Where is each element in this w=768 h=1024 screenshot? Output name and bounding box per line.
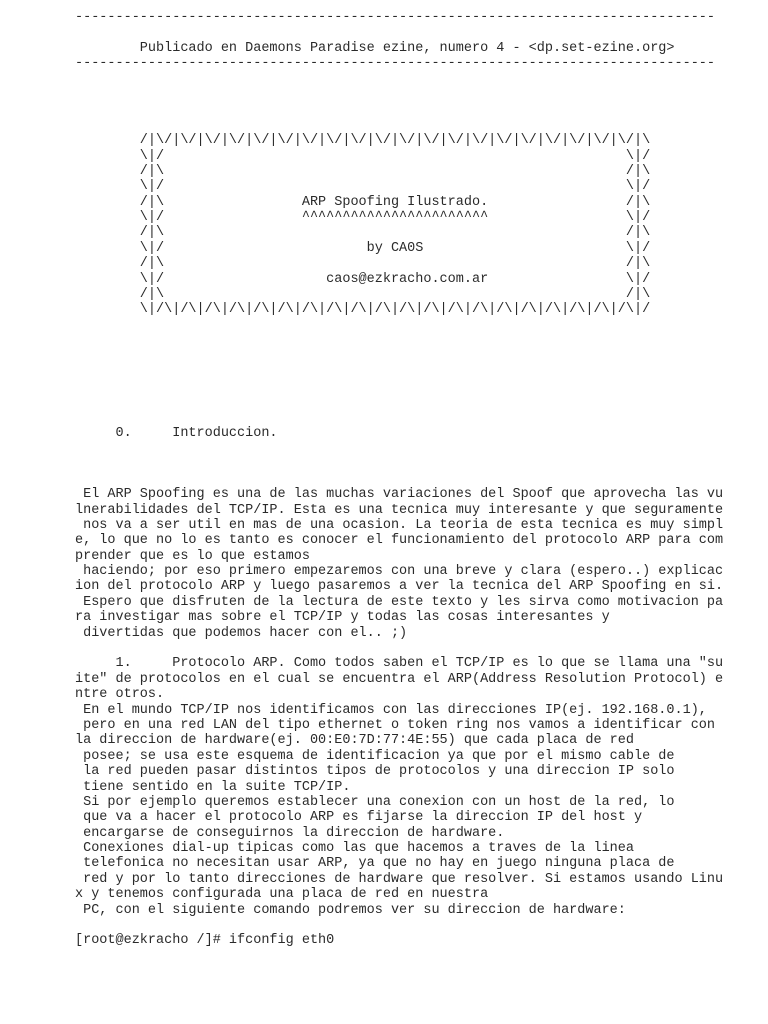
document-line: PC, con el siguiente comando podremos ver su direccion de hardware: — [75, 902, 626, 918]
document-line: Si por ejemplo queremos establecer una conexion con un host de la red, lo — [75, 794, 675, 810]
document-line — [75, 349, 723, 364]
document-line — [75, 333, 723, 348]
document-line: El ARP Spoofing es una de las muchas variaciones del Spoof que aprovecha las vu — [75, 487, 724, 503]
document-line — [75, 456, 723, 471]
document-line — [75, 25, 723, 40]
document-line — [75, 641, 723, 656]
document-line: tiene sentido en la suite TCP/IP. — [75, 779, 351, 795]
document-line: red y por lo tanto direcciones de hardware que resolver. Si estamos usando Linu — [75, 871, 724, 887]
document-line: \|/ caos@ezkracho.com.ar \|/ — [75, 271, 651, 287]
document-line: Publicado en Daemons Paradise ezine, numero 4 - <dp.set-ezine.org> — [75, 40, 675, 56]
document-line: En el mundo TCP/IP nos identificamos con las direcciones IP(ej. 192.168.0.1), — [75, 702, 707, 718]
document-line: ion del protocolo ARP y luego pasaremos a ver la tecnica del ARP Spoofing en si. — [75, 579, 724, 595]
document-line: la direccion de hardware(ej. 00:E0:7D:77:4E:55) que cada placa de red — [75, 733, 634, 749]
document-line — [75, 395, 723, 410]
document-line: \|/ \|/ — [75, 179, 651, 195]
document-line: divertidas que podemos hacer con el.. ;) — [75, 625, 408, 641]
document-line: \|/ by CA0S \|/ — [75, 240, 651, 256]
document-line: Espero que disfruten de la lectura de este texto y les sirva como motivacion pa — [75, 594, 724, 610]
document-line: /|\ /|\ — [75, 163, 651, 179]
document-line: /|\ /|\ — [75, 225, 651, 241]
document-line: telefonica no necesitan usar ARP, ya que no hay en juego ninguna placa de — [75, 856, 675, 872]
document-line — [75, 118, 723, 133]
document-line: \|/ \|/ — [75, 148, 651, 164]
document-line: ------------------------------------------------------------------------------- — [75, 10, 716, 25]
document-line: /|\ ARP Spoofing Ilustrado. /|\ — [75, 194, 651, 210]
document-line: encargarse de conseguirnos la direccion de hardware. — [75, 825, 505, 841]
document-line: pero en una red LAN del tipo ethernet o token ring nos vamos a identificar con — [75, 717, 716, 733]
document-line: /|\ /|\ — [75, 256, 651, 272]
document-line: ite" de protocolos en el cual se encuentra el ARP(Address Resolution Protocol) e — [75, 671, 724, 687]
document-line — [75, 379, 723, 394]
document-line — [75, 318, 723, 333]
document-line: lnerabilidades del TCP/IP. Esta es una tecnica muy interesante y que seguramente — [75, 502, 724, 518]
document-line — [75, 918, 723, 933]
document-text — [75, 10, 723, 949]
document-line — [75, 410, 723, 425]
document-line — [75, 102, 723, 117]
document-line: 1. Protocolo ARP. Como todos saben el TCP/IP es lo que se llama una "su — [75, 656, 724, 672]
document-line: x y tenemos configurada una placa de red en nuestra — [75, 887, 489, 903]
document-line: ------------------------------------------------------------------------------- — [75, 56, 716, 72]
document-line: \|/ ^^^^^^^^^^^^^^^^^^^^^^^ \|/ — [75, 210, 651, 226]
document-line: /|\/|\/|\/|\/|\/|\/|\/|\/|\/|\/|\/|\/|\/|\/|\/|\/|\/|\/|\/|\/|\ — [75, 133, 651, 149]
document-line: [root@ezkracho /]# ifconfig eth0 — [75, 933, 335, 949]
document-line — [75, 472, 723, 487]
document-line: ra investigar mas sobre el TCP/IP y todas las cosas interesantes y — [75, 610, 610, 626]
document-line: \|/\|/\|/\|/\|/\|/\|/\|/\|/\|/\|/\|/\|/\|/\|/\|/\|/\|/\|/\|/\|/ — [75, 302, 651, 318]
document-line: 0. Introduccion. — [75, 425, 278, 441]
document-line: prender que es lo que estamos — [75, 548, 310, 564]
document-line: ntre otros. — [75, 687, 165, 703]
document-line: que va a hacer el protocolo ARP es fijarse la direccion IP del host y — [75, 810, 643, 826]
document-line: posee; se usa este esquema de identificacion ya que por el mismo cable de — [75, 748, 675, 764]
document-line: nos va a ser util en mas de una ocasion. La teoria de esta tecnica es muy simpl — [75, 517, 724, 533]
document-line — [75, 364, 723, 379]
document-line — [75, 72, 723, 87]
document-line — [75, 441, 723, 456]
document-line: e, lo que no lo es tanto es conocer el funcionamiento del protocolo ARP para com — [75, 533, 724, 549]
document-line: haciendo; por eso primero empezaremos con una breve y clara (espero..) explicac — [75, 564, 724, 580]
document-line — [75, 87, 723, 102]
document-line: Conexiones dial-up tipicas como las que hacemos a traves de la linea — [75, 841, 634, 857]
document-line: /|\ /|\ — [75, 287, 651, 303]
document-line: la red pueden pasar distintos tipos de protocolos y una direccion IP solo — [75, 764, 675, 780]
